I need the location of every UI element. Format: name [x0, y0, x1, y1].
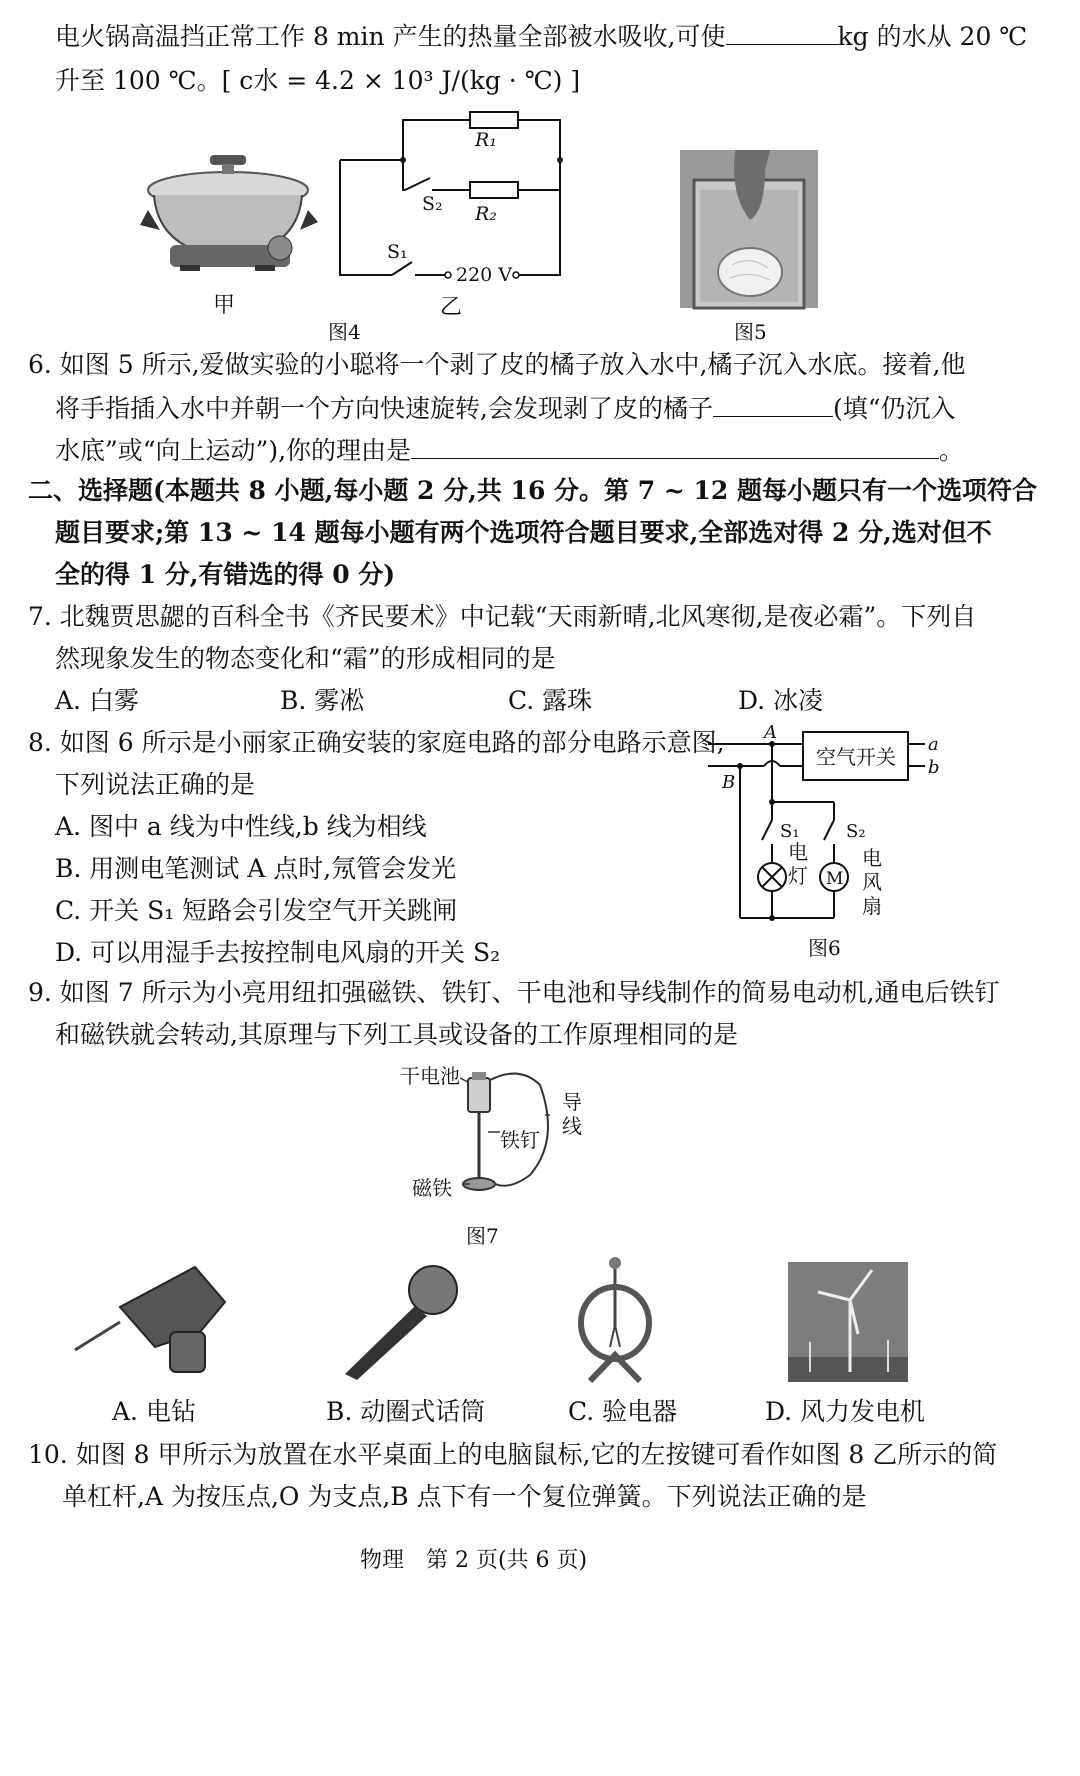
section2-line3: 全的得 1 分,有错选的得 0 分)	[55, 560, 396, 589]
q9-option-b[interactable]: B. 动圈式话筒	[326, 1397, 486, 1426]
q9-line2: 和磁铁就会转动,其原理与下列工具或设备的工作原理相同的是	[55, 1020, 738, 1049]
q8-line2: 下列说法正确的是	[55, 770, 256, 799]
q9-option-c[interactable]: C. 验电器	[568, 1397, 678, 1426]
q7-option-c[interactable]: C. 露珠	[508, 686, 593, 715]
q6-line2-text: 将手指插入水中并朝一个方向快速旋转,会发现剥了皮的橘子	[55, 394, 713, 423]
q6-line1: 6. 如图 5 所示,爱做实验的小聪将一个剥了皮的橘子放入水中,橘子沉入水底。接着,他	[28, 350, 966, 379]
q5-line1	[55, 18, 1027, 54]
q6-line2	[55, 390, 956, 426]
section2-line1: 二、选择题(本题共 8 小题,每小题 2 分,共 16 分。第 7 ~ 12 题每小题只有一个选项符合	[28, 476, 1037, 505]
fig6-lamp-label: 电灯	[788, 840, 808, 888]
fig7-caption: 图7	[466, 1224, 499, 1248]
fig5-photo	[680, 150, 818, 308]
q8-option-d[interactable]: D. 可以用湿手去按控制电风扇的开关 S₂	[55, 938, 501, 967]
fig7-magnet-label: 磁铁	[412, 1176, 452, 1200]
fig6-label-A: A	[764, 722, 777, 743]
q7-line1: 7. 北魏贾思勰的百科全书《齐民要术》中记载“天雨新晴,北风寒彻,是夜必霜”。下列自	[28, 602, 977, 631]
fig4-s1-label: S₁	[387, 241, 408, 263]
q6-line3-text: 水底”或“向上运动”),你的理由是	[55, 436, 412, 465]
fig4-label-jia: 甲	[213, 293, 236, 318]
q8-option-b[interactable]: B. 用测电笔测试 A 点时,氖管会发光	[55, 854, 457, 883]
microphone-image	[335, 1262, 465, 1382]
hotpot-image	[140, 150, 320, 275]
q10-line1: 10. 如图 8 甲所示为放置在水平桌面上的电脑鼠标,它的左按键可看作如图 8 乙所示的简	[28, 1440, 998, 1469]
fig4-circuit	[340, 110, 570, 290]
q7-option-a[interactable]: A. 白雾	[55, 686, 139, 715]
fig5-caption: 图5	[734, 320, 767, 344]
q8-option-c[interactable]: C. 开关 S₁ 短路会引发空气开关跳闸	[55, 896, 458, 925]
fig6-motor-symbol: M	[826, 869, 844, 889]
fig4-s2-label: S₂	[422, 193, 443, 215]
electric-drill-image	[75, 1262, 230, 1382]
fig6-caption: 图6	[808, 936, 841, 960]
wind-turbine-image	[788, 1262, 908, 1382]
q10-line2: 单杠杆,A 为按压点,O 为支点,B 点下有一个复位弹簧。下列说法正确的是	[62, 1482, 867, 1511]
q8-option-a[interactable]: A. 图中 a 线为中性线,b 线为相线	[55, 812, 427, 841]
electroscope-image	[570, 1255, 660, 1385]
q6-line2-tail: (填“仍沉入	[832, 394, 956, 423]
q6-line3	[55, 432, 964, 468]
page-footer: 物理 第 2 页(共 6 页)	[360, 1548, 588, 1573]
fig4-r1-label: R₁	[475, 129, 497, 151]
fig7-wire-label: 导线	[562, 1090, 582, 1138]
q6-line3-end: 。	[939, 436, 965, 465]
fig4-caption: 图4	[328, 320, 361, 344]
fig6-label-a: a	[928, 734, 939, 755]
q9-line1: 9. 如图 7 所示为小亮用纽扣强磁铁、铁钉、干电池和导线制作的简易电动机,通电后铁钉	[28, 978, 1000, 1007]
fig6-breaker-label: 空气开关	[816, 745, 896, 769]
fig4-label-yi: 乙	[440, 295, 463, 320]
fig6-label-b: b	[928, 757, 940, 778]
q7-option-d[interactable]: D. 冰凌	[738, 686, 824, 715]
fig4-voltage-label: 220 V	[456, 264, 513, 286]
q6-answer-blank-2[interactable]	[411, 432, 939, 459]
q7-option-b[interactable]: B. 雾凇	[280, 686, 365, 715]
fig6-fan-label: 电风扇	[862, 846, 882, 918]
q9-option-d[interactable]: D. 风力发电机	[765, 1397, 926, 1426]
fig7-nail-label: 铁钉	[500, 1128, 540, 1152]
q5-line1-tail: kg 的水从 20 ℃	[837, 22, 1028, 51]
q5-line1-text: 电火锅高温挡正常工作 8 min 产生的热量全部被水吸收,可使	[55, 22, 726, 51]
fig7-battery-label: 干电池	[400, 1064, 460, 1088]
fig4-r2-label: R₂	[475, 203, 497, 225]
fig6-label-B: B	[722, 772, 736, 793]
fig6-label-s1: S₁	[780, 821, 800, 842]
q5-answer-blank[interactable]	[726, 18, 838, 45]
fig6-label-s2: S₂	[846, 821, 866, 842]
q5-line2: 升至 100 ℃。[ c水 = 4.2 × 10³ J/(kg · ℃) ]	[55, 66, 581, 95]
q6-answer-blank-1[interactable]	[713, 390, 833, 417]
q8-line1: 8. 如图 6 所示是小丽家正确安装的家庭电路的部分电路示意图,	[28, 728, 725, 757]
q9-option-a[interactable]: A. 电钻	[112, 1397, 196, 1426]
q7-line2: 然现象发生的物态变化和“霜”的形成相同的是	[55, 644, 556, 673]
section2-line2: 题目要求;第 13 ~ 14 题每小题有两个选项符合题目要求,全部选对得 2 分,选对但不	[55, 518, 992, 547]
fig6-circuit	[700, 722, 950, 952]
